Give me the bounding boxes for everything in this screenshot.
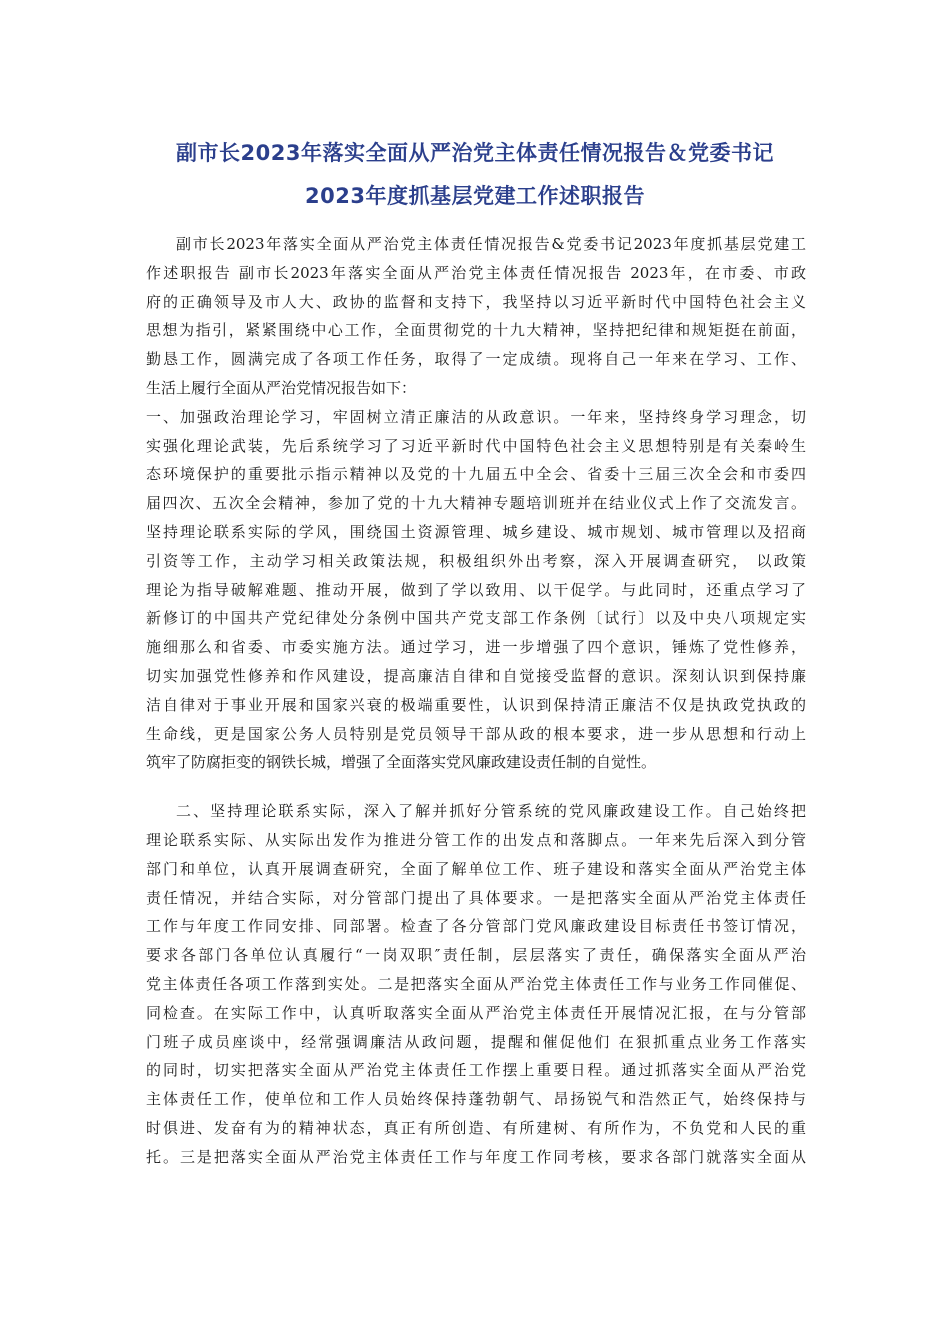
text-line: 副市长2023年落实全面从严治党主体责任情况报告&党委书记2023年度抓基层党建工 bbox=[176, 235, 806, 253]
paragraph-section-2 bbox=[146, 797, 806, 1171]
text-line: 勤恳工作，圆满完成了各项工作任务，取得了一定成绩。现将自己一年来在学习、工作、 bbox=[146, 350, 806, 369]
text-line: 筑牢了防腐拒变的钢铁长城，增强了全面落实党风廉政建设责任制的自觉性。 bbox=[146, 753, 657, 772]
document-title-line-1: 副市长2023年落实全面从严治党主体责任情况报告＆党委书记 bbox=[176, 141, 774, 165]
text-line: 生活上履行全面从严治党情况报告如下： bbox=[146, 378, 417, 397]
text-line: 实强化理论武装，先后系统学习了习近平新时代中国特色社会主义思想特别是有关秦岭生 bbox=[146, 436, 806, 455]
paragraph-gap bbox=[146, 777, 806, 797]
text-line: 届四次、五次全会精神，参加了党的十九大精神专题培训班并在结业仪式上作了交流发言。 bbox=[146, 494, 806, 513]
text-line: 生命线，更是国家公务人员特别是党员领导干部从政的根本要求，进一步从思想和行动上 bbox=[146, 724, 806, 743]
text-line: 施细那么和省委、市委实施方法。通过学习，进一步增强了四个意识，锤炼了党性修养， bbox=[146, 638, 806, 657]
text-line: 态环境保护的重要批示指示精神以及党的十九届五中全会、省委十三届三次全会和市委四 bbox=[146, 465, 806, 484]
text-line: 坚持理论联系实际的学风，围绕国土资源管理、城乡建设、城市规划、城市管理以及招商 bbox=[146, 522, 806, 541]
text-line: 理论为指导破解难题、推动开展，做到了学以致用、以干促学。与此同时，还重点学习了 bbox=[146, 580, 806, 599]
text-line: 洁自律对于事业开展和国家兴衰的极端重要性，认识到保持清正廉洁不仅是执政党执政的 bbox=[146, 695, 806, 714]
text-line: 责任情况，并结合实际，对分管部门提出了具体要求。一是把落实全面从严治党主体责任 bbox=[146, 888, 806, 907]
text-line: 府的正确领导及市人大、政协的监督和支持下，我坚持以习近平新时代中国特色社会主义 bbox=[146, 292, 806, 311]
text-line: 一、加强政治理论学习，牢固树立清正廉洁的从政意识。一年来，坚持终身学习理念，切 bbox=[146, 407, 806, 426]
text-line: 的同时，切实把落实全面从严治党主体责任工作摆上重要日程。通过抓落实全面从严治党 bbox=[146, 1061, 806, 1080]
text-line: 要求各部门各单位认真履行“一岗双职″责任制，层层落实了责任，确保落实全面从严治 bbox=[146, 946, 806, 965]
text-line: 部门和单位，认真开展调查研究，全面了解单位工作、班子建设和落实全面从严治党主体 bbox=[146, 859, 806, 878]
text-line: 工作与年度工作同安排、同部署。检查了各分管部门党风廉政建设目标责任书签订情况， bbox=[146, 917, 806, 936]
document-body bbox=[146, 230, 806, 1172]
text-line: 同检查。在实际工作中，认真听取落实全面从严治党主体责任开展情况汇报，在与分管部 bbox=[146, 1003, 806, 1022]
text-line: 二、坚持理论联系实际，深入了解并抓好分管系统的党风廉政建设工作。自己始终把 bbox=[176, 802, 806, 821]
document-title-line-2: 2023年度抓基层党建工作述职报告 bbox=[305, 184, 645, 208]
text-line: 切实加强党性修养和作风建设，提高廉洁自律和自觉接受监督的意识。深刻认识到保持廉 bbox=[146, 666, 806, 685]
text-line: 门班子成员座谈中，经常强调廉洁从政问题，提醒和催促他们 在狠抓重点业务工作落实 bbox=[146, 1032, 806, 1051]
text-line: 思想为指引，紧紧围绕中心工作，全面贯彻党的十九大精神，坚持把纪律和规矩挺在前面， bbox=[146, 321, 806, 340]
text-line: 引资等工作，主动学习相关政策法规，积极组织外出考察，深入开展调查研究， 以政策 bbox=[146, 551, 806, 570]
text-line: 作述职报告 副市长2023年落实全面从严治党主体责任情况报告 2023年，在市委、市政 bbox=[146, 263, 806, 282]
text-line: 理论联系实际、从实际出发作为推进分管工作的出发点和落脚点。一年来先后深入到分管 bbox=[146, 830, 806, 849]
text-line: 托。三是把落实全面从严治党主体责任工作与年度工作同考核，要求各部门就落实全面从 bbox=[146, 1147, 806, 1166]
paragraph-section-1 bbox=[146, 403, 806, 777]
text-line: 新修订的中国共产党纪律处分条例中国共产党支部工作条例〔试行〕以及中央八项规定实 bbox=[146, 609, 806, 628]
text-line: 党主体责任各项工作落到实处。二是把落实全面从严治党主体责任工作与业务工作同催促、 bbox=[146, 974, 806, 993]
paragraph-intro bbox=[146, 230, 806, 403]
text-line: 主体责任工作，使单位和工作人员始终保持蓬勃朝气、昂扬锐气和浩然正气，始终保持与 bbox=[146, 1090, 806, 1109]
text-line: 时俱进、发奋有为的精神状态，真正有所创造、有所建树、有所作为，不负党和人民的重 bbox=[146, 1118, 806, 1137]
